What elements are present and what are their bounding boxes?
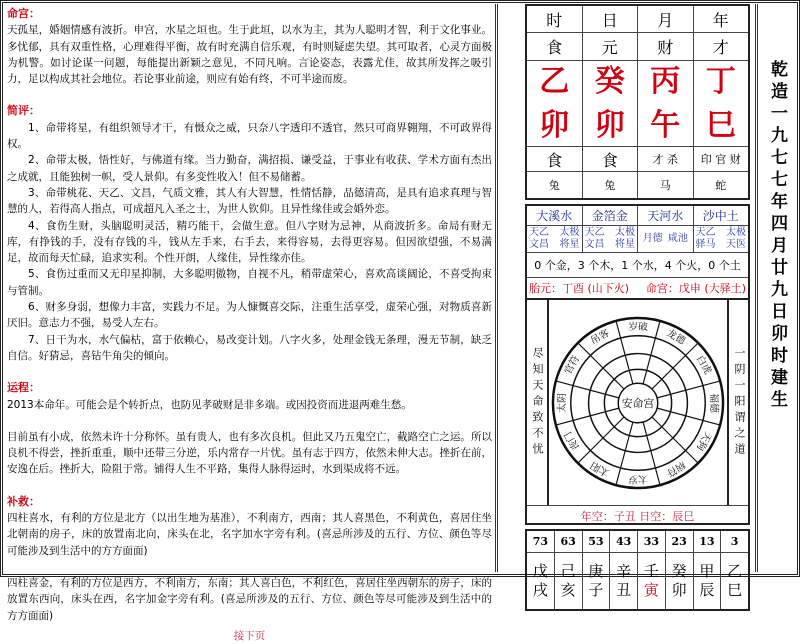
dayun-age: 73 [527,531,555,552]
shishen: 才 [712,38,729,57]
dayun-ganzhi-row [527,553,748,609]
shengxiao-row [527,172,748,198]
wuxing-count: 0 个金，3 个木，1 个水，4 个火，0 个土 [527,253,748,278]
shishen-row [527,33,748,61]
shishen: 财 [638,33,694,60]
nayin: 天河水 [638,206,694,225]
pillar-label: 年 [712,10,729,30]
divider [755,4,758,572]
pillar-label: 月 [638,6,694,32]
ganzhi-cell [694,61,749,146]
jianping-item: 4、食伤生财，头脑聪明灵活，精巧能干，会做生意。但八字财为忌神，从商波折多。命局有财无库，有挣钱的手，没有存钱的斗，钱从左手来，右手去，来得容易，去得更容易。但因欲望强，不易满足，故而每天忙碌，追求实利。个性开朗，人缘佳，异性缘亦佳。 [7,219,492,265]
svg-text:丧门: 丧门 [562,429,583,452]
dayun-age: 13 [694,531,722,552]
svg-text:吊客: 吊客 [588,327,612,347]
bazi-chart [525,4,750,599]
ganzhi-cell [527,61,583,146]
svg-text:太阴: 太阴 [556,392,568,413]
svg-text:太岁: 太岁 [628,472,648,484]
next-page-link[interactable]: 接下页 [233,629,266,642]
dayun-ganzhi: 癸 卯 [666,553,694,609]
ganzhi-cell [638,61,694,146]
nayin: 大溪水 [527,206,583,225]
svg-text:太阳: 太阳 [588,458,612,478]
section-title-bujiu: 补救： [7,494,40,508]
dizhi: 卯 [539,107,570,143]
dayun-age-row [527,531,748,553]
dayun-ganzhi: 戊 戌 [527,553,555,609]
dayun-age: 53 [583,531,611,552]
tiangan: 癸 [594,63,625,99]
shensha-row [527,226,748,253]
section-title-minggong: 命宫： [7,7,40,20]
dayun-age: 23 [666,531,694,552]
dayun-ganzhi: 庚 子 [583,553,611,609]
tiangan: 乙 [539,63,570,99]
dayun-age: 63 [555,531,583,552]
tiangan: 丁 [705,63,736,99]
dizhi: 巳 [705,107,736,143]
ganzhi-cell [583,61,639,146]
svg-text:安命宫: 安命宫 [621,396,655,410]
shishen: 食 [527,33,583,60]
dayun-ganzhi: 壬 寅 [638,553,666,609]
nayin: 金箔金 [583,206,639,225]
minggong: 命宫：戊申 (大驿土) [645,282,746,295]
nayin: 沙中土 [702,209,739,223]
svg-text:天狗: 天狗 [693,429,714,452]
dizhi: 午 [650,107,681,143]
shishen: 元 [583,33,639,60]
tiangan: 丙 [650,63,681,99]
yuncheng-text-2: 目前虽有小成，依然未许十分称怀。虽有贵人，也有多次良机。但此又乃五鬼空亡，截路空亡之运。所以良机不得尝，挫折重重，顺中还带三分逆，乐内常存一片忧。虽有志于四方，依然未伸大志。挫折在前，安逸在后。挫折大，险阻于常。铺得人生不平路，集得人脉得运时，水到渠成将不远。 [7,430,492,476]
dayun-table [525,529,750,611]
twelve-palace-wheel [527,300,748,505]
svg-text:官符: 官符 [562,353,583,376]
dayun-age: 3 [730,535,739,548]
jianping-item: 2、命带太极，悟性好，与佛道有缘。当力勤奋，满招损、谦受益，于事业有收获、学术方面有杰出之成就，且能独树一帜，受人景仰。有多变性收入！但不易储蓄。 [7,154,492,183]
bujiu-text-1: 四柱喜水，有利的方位是北方（以出生地为基准），不利南方，西南；其人喜黑色，不利黄色，喜居住坐北朝南的房子，床的放置南北向，床头在北，名字加水字旁有利。(喜忌所涉及的五行、方位、颜色等尽可能涉及到生活中的方方面面) [7,512,492,557]
dayun-age: 43 [610,531,638,552]
kongwang: 年空：子丑 日空：辰巳 [527,505,748,523]
ganzhi-row [527,61,748,147]
shengxiao: 兔 [527,172,583,198]
right-motto: 一阴一阳谓之道 [727,300,749,505]
bujiu-text-2: 四柱喜金，有利的方位是西方，不利南方，东南；其人喜白色，不利红色，喜居住坐西朝东的房子，床的放置东西向，床头在西，名字加金字旁有利。(喜忌所涉及的五行、方位、颜色等尽可能涉及到生活中的方方面面) [7,576,492,622]
pillar-header-row [527,6,748,33]
section-title-jianping: 简评： [7,104,40,118]
taiyuan-minggong [527,278,748,300]
jianping-item: 6、财多身弱，想像力丰富，实践力不足。为人慷慨喜交际，注重生活享受，虚荣心强，对物质喜新厌旧。意志力不强，易受人左右。 [7,301,492,330]
jianping-item: 1、命带将星，有组织领导才干，有慑众之威，只奈八字透印不透官，然只可商界翱翔，不可政界得权。 [7,121,492,151]
shensha: 月德 咸池 [638,226,694,252]
canggan: 食 [583,147,639,171]
taiyuan: 胎元：丁酉 (山下火) [529,282,630,295]
minggong-text: 天孤星，婚姻情感有波折。申宫，水星之垣也。生于此垣，以水为主，其为人聪明才智，利于文化事业。多忧郁，具有双重性格，心理难得平衡，故有时充满自信乐观，有时则疑虑失望。其可取者，心灵方面极为机警。如讨论谋一问题，每能提出新颖之意见，不同凡响。言论姿态，表露尤佳，故其所发挥之吸引力，足以构成其社会地位。若论事业前途，则应有始有终，不可半途而废。 [7,24,492,86]
yuncheng-text-1: 2013本命年。可能会是个转折点，也防见孝破财是非多端。或因投资而进退两难生愁。 [7,398,412,411]
dayun-age: 33 [638,531,666,552]
shengxiao: 马 [638,172,694,198]
birth-title-vertical: 乾造一九七七年四月廿九日卯时建生 [767,60,787,412]
left-motto: 尽知天命致不忧 [527,300,549,505]
canggan: 才 杀 [638,147,694,171]
wheel-diagram [549,300,727,505]
shengxiao: 兔 [583,172,639,198]
wheel-icon [549,314,727,492]
svg-text:岁破: 岁破 [628,321,648,333]
jianping-item: 5、食伤过重而又无印星抑制，大多聪明傲物，自视不凡，稍带虚荣心，喜欢高谈阔论，不喜受拘束与管制。 [7,268,492,297]
jianping-item: 7、日干为水，水气偏枯，富于依赖心，易改变计划。八字火多，处理金钱无条理，漫无节制，缺乏自信。好猜忌，喜钻牛角尖的倾向。 [7,333,492,362]
section-title-yuncheng: 运程： [7,381,40,395]
svg-text:龙德: 龙德 [664,327,688,347]
shensha: 天乙 文昌 太极 将星 [583,226,639,252]
pillar-label: 时 [527,6,583,32]
nayin-table [525,204,750,525]
shensha: 天乙 文昌 太极 将星 [527,226,583,252]
analysis-text-panel [4,4,498,642]
dayun-ganzhi: 己 亥 [555,553,583,609]
jianping-item: 3、命带桃花、天乙、文昌，气质文雅，其人有大智慧，性情恬静，品德清高，是具有追求真理与智慧的人，若得高人指点，可成超凡入圣之士，为世人钦仰。且异性缘佳或会婚外恋。 [7,186,492,216]
canggan: 印 官 财 [700,153,741,166]
canggan: 食 [527,147,583,171]
dayun-ganzhi: 辛 丑 [610,553,638,609]
svg-text:病符: 病符 [664,458,688,478]
four-pillars-table [525,4,750,200]
nayin-row [527,206,748,226]
shengxiao: 蛇 [715,179,727,192]
dayun-ganzhi: 乙 巳 [727,562,743,599]
dizhi: 卯 [594,107,625,143]
canggan-row [527,147,748,172]
pillar-label: 日 [583,6,639,32]
svg-text:福德: 福德 [708,392,720,413]
svg-text:白虎: 白虎 [693,353,714,376]
dayun-ganzhi: 甲 辰 [694,553,722,609]
shensha: 天乙 驿马 太极 天医 [695,227,746,250]
